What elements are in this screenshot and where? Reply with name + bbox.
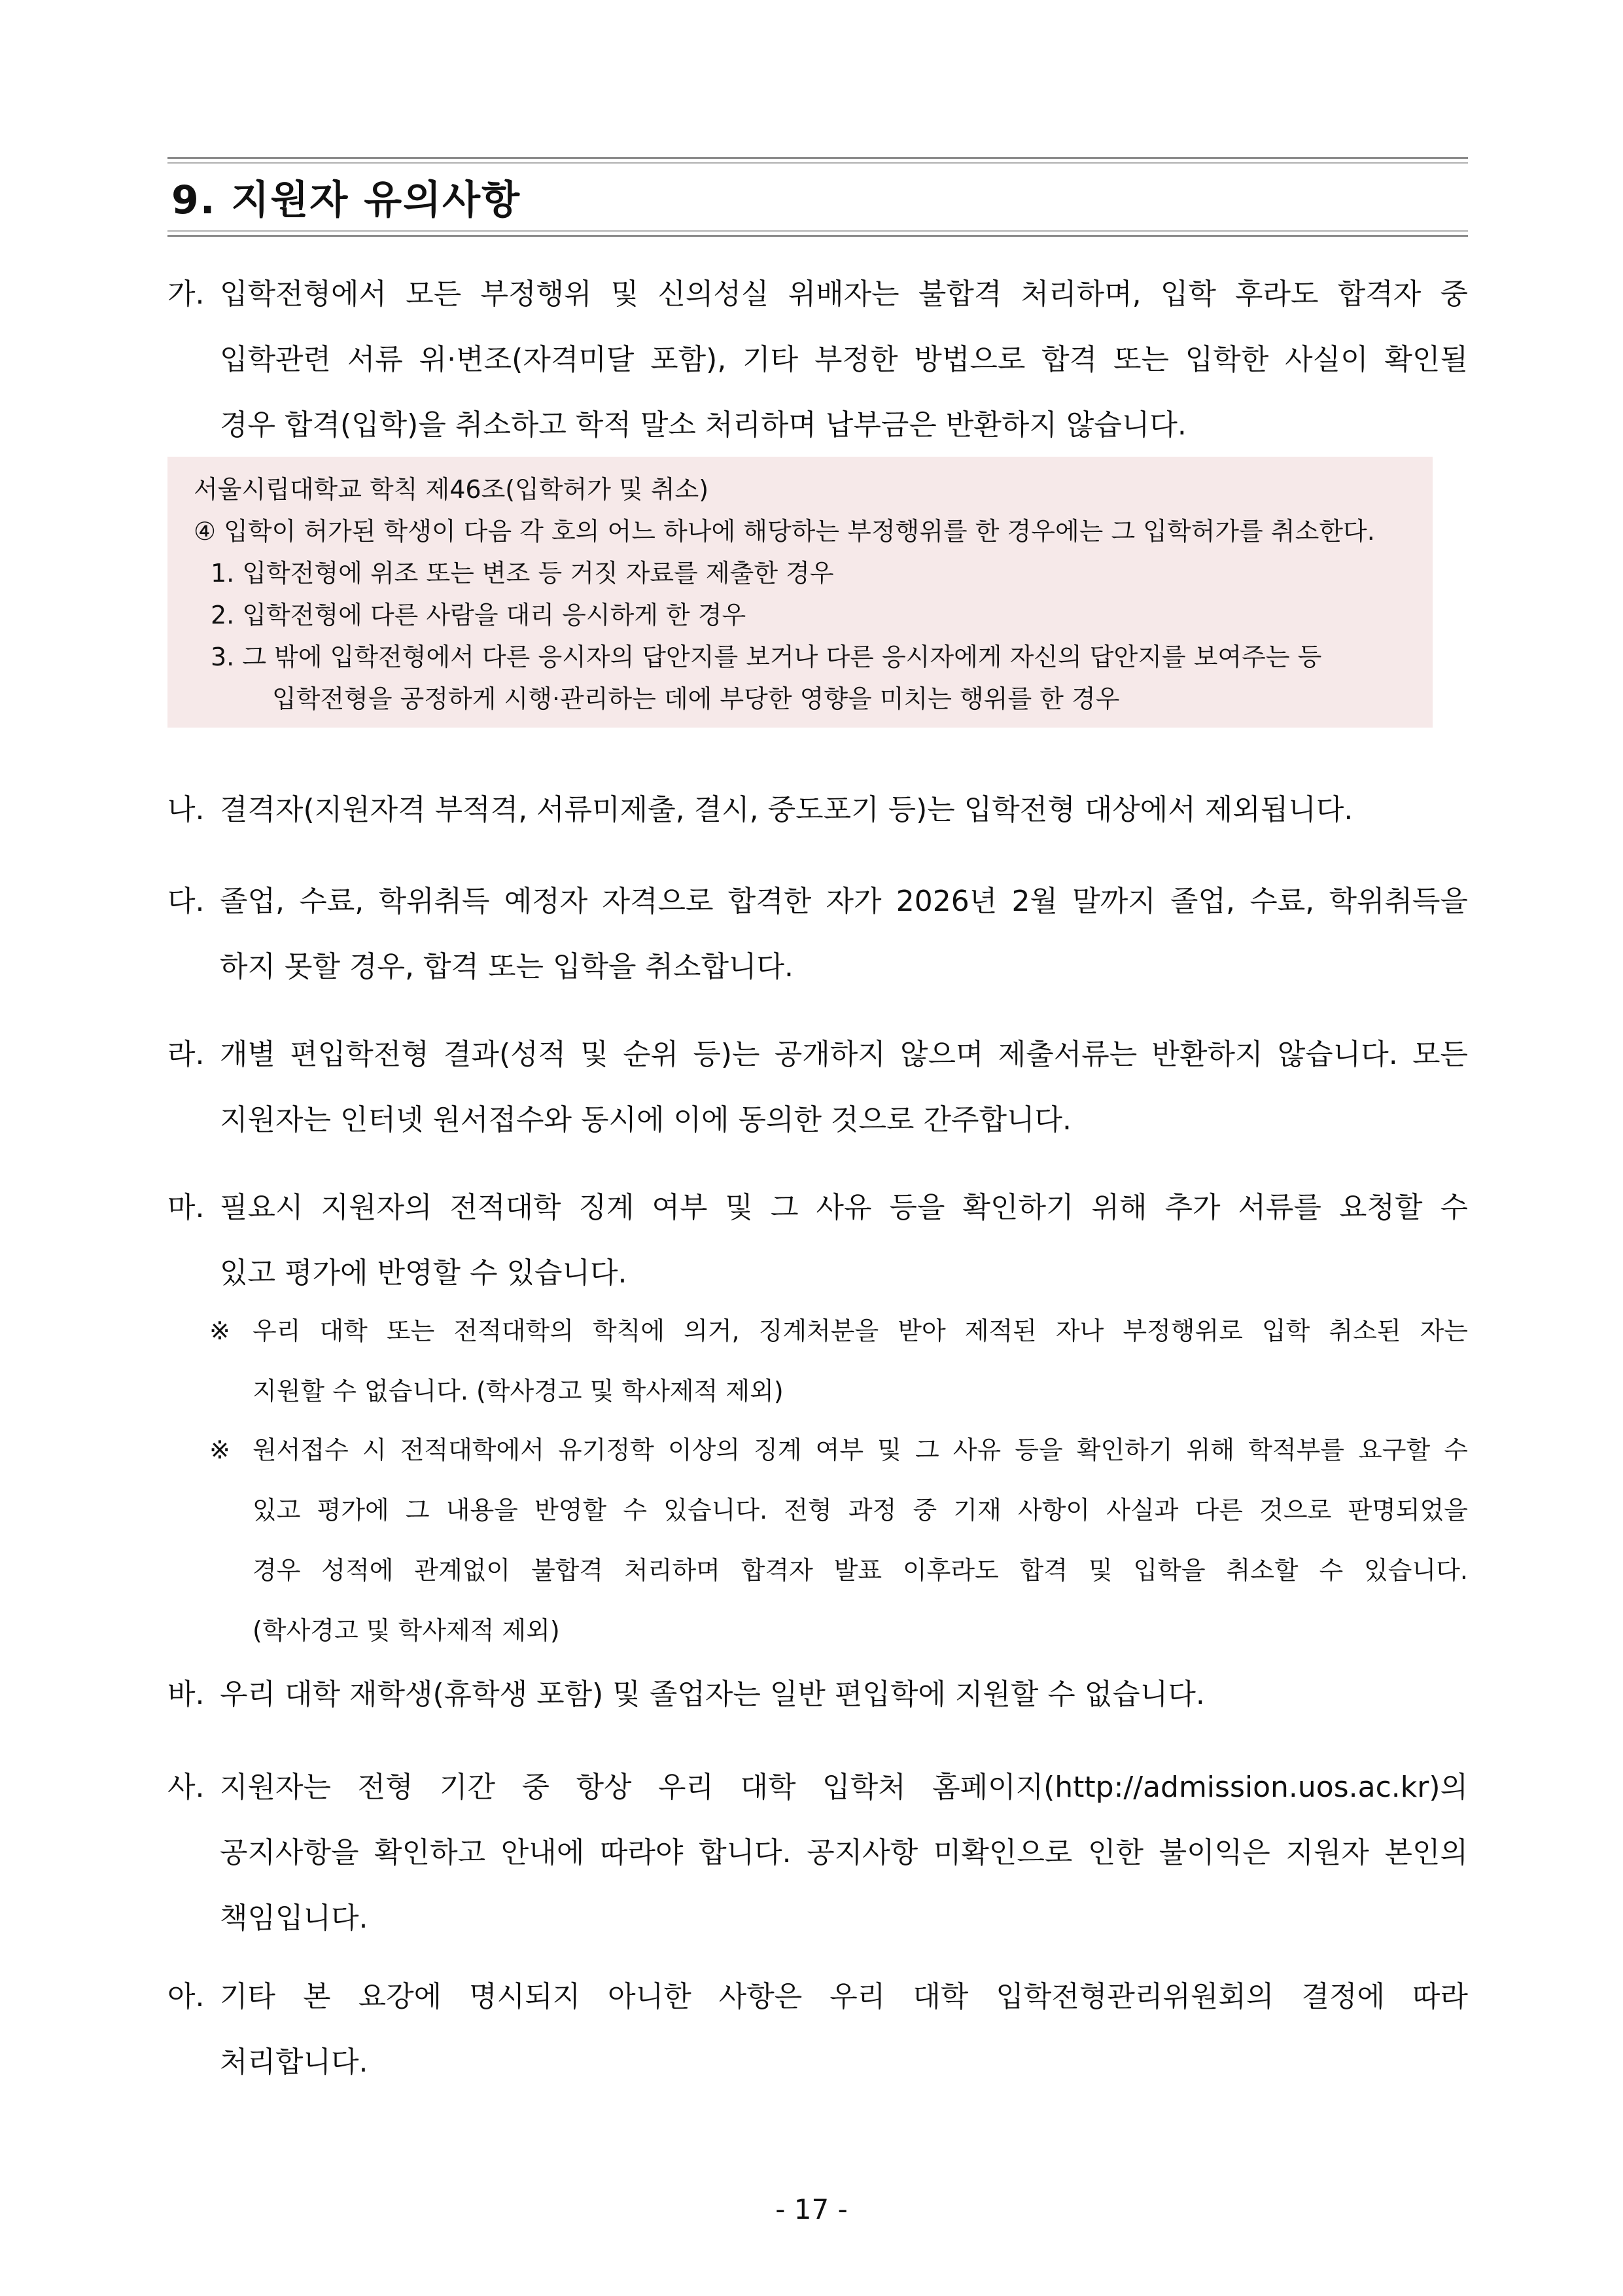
heading-top-rule-thin (167, 162, 1468, 164)
item-line: 개별 편입학전형 결과(성적 및 순위 등)는 공개하지 않으며 제출서류는 반환하지 않습니다. 모든 (220, 1038, 1468, 1071)
quote-list-item-cont: 입학전형을 공정하게 시행·관리하는 데에 부당한 영향을 미치는 행위를 한 경우 (272, 684, 1120, 713)
note-line: 있고 평가에 그 내용을 반영할 수 있습니다. 전형 과정 중 기재 사항이 사실과 다른 것으로 판명되었을 (253, 1496, 1468, 1525)
item-ga (167, 262, 1468, 458)
item-line: 우리 대학 재학생(휴학생 포함) 및 졸업자는 일반 편입학에 지원할 수 없습니다. (220, 1678, 1205, 1711)
note-line: 원서접수 시 전적대학에서 유기정학 이상의 징계 여부 및 그 사유 등을 확인하기 위해 학적부를 요구할 수 (253, 1436, 1468, 1464)
item-line: 경우 합격(입학)을 취소하고 학적 말소 처리하며 납부금은 반환하지 않습니다. (220, 408, 1187, 442)
item-line: 기타 본 요강에 명시되지 아니한 사항은 우리 대학 입학전형관리위원회의 결정에 따라 (220, 1980, 1468, 2013)
item-line: 지원자는 인터넷 원서접수와 동시에 이에 동의한 것으로 간주합니다. (220, 1103, 1072, 1137)
item-na (167, 777, 1468, 843)
note-line: (학사경고 및 학사제적 제외) (253, 1616, 560, 1645)
regulation-quote-box (167, 457, 1433, 728)
note-1 (209, 1301, 1468, 1421)
item-marker: 다. (167, 885, 205, 918)
item-ra (167, 1022, 1468, 1153)
item-line: 하지 못할 경우, 합격 또는 입학을 취소합니다. (220, 950, 794, 983)
quote-clause: ④ 입학이 허가된 학생이 다음 각 호의 어느 하나에 해당하는 부정행위를 한 경우에는 그 입학허가를 취소한다. (194, 517, 1375, 546)
item-line: 입학전형에서 모든 부정행위 및 신의성실 위배자는 불합격 처리하며, 입학 후라도 합격자 중 (220, 277, 1468, 311)
quote-title: 서울시립대학교 학칙 제46조(입학허가 및 취소) (194, 475, 709, 504)
item-line: 필요시 지원자의 전적대학 징계 여부 및 그 사유 등을 확인하기 위해 추가 서류를 요청할 수 (220, 1191, 1468, 1224)
quote-list-item: 3. 그 밖에 입학전형에서 다른 응시자의 답안지를 보거나 다른 응시자에게 자신의 답안지를 보여주는 등 (211, 643, 1322, 671)
item-line: 처리합니다. (220, 2045, 368, 2079)
item-marker: 아. (167, 1980, 205, 2013)
item-sa (167, 1755, 1468, 1951)
note-mark: ※ (209, 1316, 230, 1345)
page-number: - 17 - (775, 2193, 848, 2225)
item-line: 있고 평가에 반영할 수 있습니다. (220, 1256, 627, 1290)
item-line: 졸업, 수료, 학위취득 예정자 자격으로 합격한 자가 2026년 2월 말까지 졸업, 수료, 학위취득을 (220, 885, 1468, 918)
item-line: 결격자(지원자격 부적격, 서류미제출, 결시, 중도포기 등)는 입학전형 대상에서 제외됩니다. (220, 793, 1353, 826)
item-marker: 나. (167, 793, 205, 826)
note-line: 우리 대학 또는 전적대학의 학칙에 의거, 징계처분을 받아 제적된 자나 부정행위로 입학 취소된 자는 (253, 1316, 1468, 1345)
item-line: 입학관련 서류 위·변조(자격미달 포함), 기타 부정한 방법으로 합격 또는 입학한 사실이 확인될 (220, 343, 1468, 376)
heading-top-rule (167, 157, 1468, 159)
item-marker: 사. (167, 1771, 205, 1804)
item-da (167, 869, 1468, 1000)
note-2 (209, 1420, 1468, 1661)
item-line: 책임입니다. (220, 1901, 368, 1935)
note-mark: ※ (209, 1436, 230, 1464)
note-line: 경우 성적에 관계없이 불합격 처리하며 합격자 발표 이후라도 합격 및 입학을 취소할 수 있습니다. (253, 1556, 1468, 1585)
item-ba (167, 1662, 1468, 1727)
quote-list-item: 1. 입학전형에 위조 또는 변조 등 거짓 자료를 제출한 경우 (211, 559, 834, 588)
note-line: 지원할 수 없습니다. (학사경고 및 학사제적 제외) (253, 1377, 784, 1405)
item-marker: 마. (167, 1191, 205, 1224)
heading-bottom-rule (167, 235, 1468, 237)
item-marker: 가. (167, 277, 205, 311)
item-line: 공지사항을 확인하고 안내에 따라야 합니다. 공지사항 미확인으로 인한 불이익은 지원자 본인의 (220, 1836, 1468, 1869)
item-marker: 라. (167, 1038, 205, 1071)
item-ma (167, 1175, 1468, 1306)
item-line: 지원자는 전형 기간 중 항상 우리 대학 입학처 홈페이지(http://admission.uos.ac.kr)의 (220, 1771, 1468, 1804)
item-aa (167, 1964, 1468, 2095)
heading-bottom-rule-thin (167, 230, 1468, 232)
item-marker: 바. (167, 1678, 205, 1711)
quote-list-item: 2. 입학전형에 다른 사람을 대리 응시하게 한 경우 (211, 601, 746, 629)
section-heading: 9. 지원자 유의사항 (171, 177, 521, 223)
